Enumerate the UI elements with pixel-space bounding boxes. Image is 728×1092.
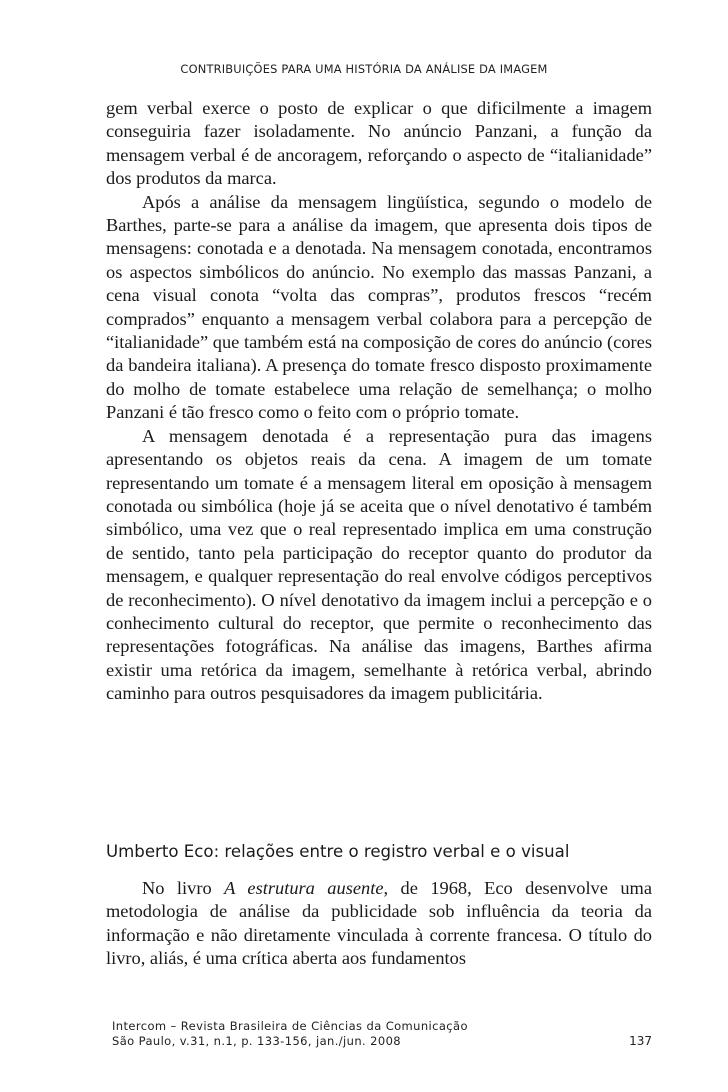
footer-citation [112,1019,652,1048]
section-body [106,877,652,971]
article-body [106,97,652,706]
paragraph-denoted-message: A mensagem denotada é a representação pura das imagens apresentando os objetos reais da cena. A imagem de um tomate representando um tomate é a mensagem literal em oposição à mensagem conotada ou simbólica (hoje já se aceita que o nível denotativo é também simbólico, uma vez que o real representado implica em uma construção de sentido, tanto pela participação do receptor quanto do produtor da mensagem, e qualquer representação do real envolve códigos perceptivos de reconhecimento). O nível denotativo da imagem inclui a percepção e o conhecimento cultural do receptor, que permite o reconhecimento das representações fotográficas. Na análise das imagens, Barthes afirma existir uma retórica da imagem, semelhante à retórica verbal, abrindo caminho para outros pesquisadores da imagem publicitária. [106,425,652,704]
footer-issue: São Paulo, v.31, n.1, p. 133-156, jan./jun. 2008 [112,1033,402,1048]
section-heading: Umberto Eco: relações entre o registro verbal e o visual [106,842,570,861]
paragraph-eco [106,877,652,971]
paragraph-continuation: gem verbal exerce o posto de explicar o que dificilmente a imagem conseguiria fazer isoladamente. No anúncio Panzani, a função da mensagem verbal é de ancoragem, reforçando o aspecto de “italianidade” dos produtos da marca. [106,98,652,189]
paragraph-eco-before: No livro [142,878,225,898]
book-title: A estrutura ausente [224,878,384,898]
paragraph-eco-after: , de 1968, Eco desenvolve uma metodologia de análise da publicidade sob influência da teoria da informação e não diretamente vinculada à corrente francesa. O título do livro, aliás, é uma crítica aberta aos fundamentos [106,878,653,969]
running-head: CONTRIBUIÇÕES PARA UMA HISTÓRIA DA ANÁLISE DA IMAGEM [180,62,548,76]
paragraph-barthes-linguistic: Após a análise da mensagem lingüística, segundo o modelo de Barthes, parte-se para a análise da imagem, que apresenta dois tipos de mensagens: conotada e a denotada. Na mensagem conotada, encontramos os aspectos simbólicos do anúncio. No exemplo das massas Panzani, a cena visual conota “volta das compras”, produtos frescos “recém comprados” enquanto a mensagem verbal colabora para a percepção de “italianidade” que também está na composição de cores do anúncio (cores da bandeira italiana). A presença do tomate fresco disposto proximamente do molho de tomate estabelece uma relação de semelhança; o molho Panzani é tão fresco como o feito com o próprio tomate. [106,191,652,423]
footer-journal: Intercom – Revista Brasileira de Ciências da Comunicação [112,1019,468,1033]
page-number: 137 [629,1034,652,1048]
